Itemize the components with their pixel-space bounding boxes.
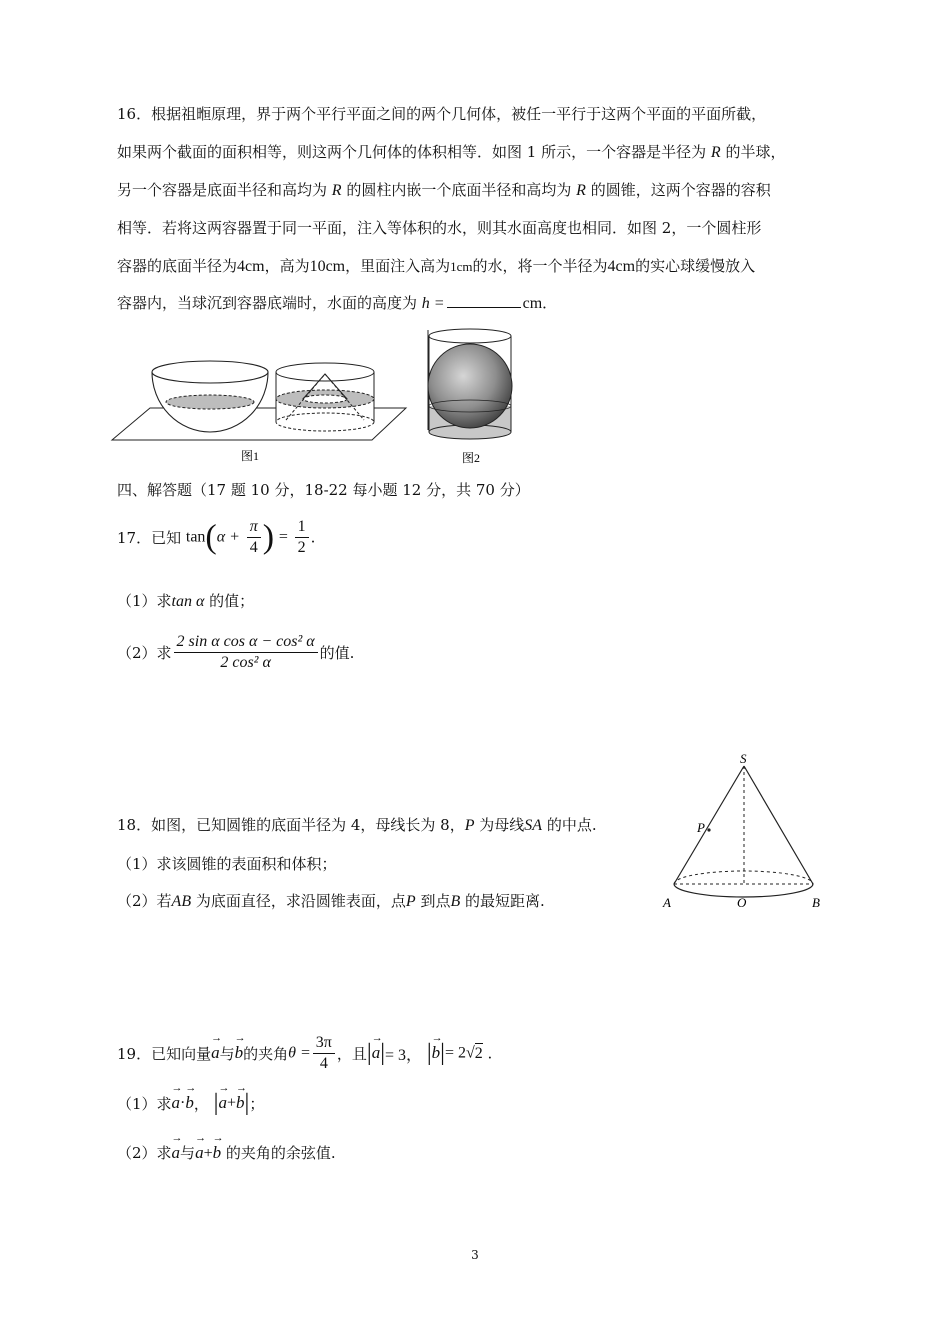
q18-line3: （2）若AB 为底面直径，求沿圆锥表面，点P 到点B 的最短距离.	[117, 892, 545, 910]
q16-line2: 如果两个截面的面积相等，则这两个几何体的体积相等．如图 1 所示，一个容器是半径为 R 的半球，	[117, 143, 786, 161]
label-A: A	[663, 895, 671, 910]
q17-part1: （1）求tan α 的值；	[117, 592, 255, 610]
q19-line1: 19．已知向量→ a与→ b的夹角θ = $\frac{3\pi}{4}$ ，且|→ a|= 3， |→ b|= 2√2 .	[117, 1034, 492, 1078]
section-4-title: 四、解答题（17 题 10 分，18-22 每小题 12 分，共 70 分）	[117, 481, 530, 499]
answer-blank	[447, 293, 521, 308]
q16-line6: 容器内，当球沉到容器底端时，水面的高度为 h = cm．	[117, 294, 558, 312]
page-number: 3	[471, 1248, 479, 1262]
label-B: B	[812, 895, 820, 910]
cylinder-with-cone	[276, 363, 374, 431]
figure-2	[420, 322, 520, 470]
q19-part2: （2）求→ a与→ a+→ b 的夹角的余弦值.	[117, 1142, 336, 1172]
label-P: P	[697, 820, 705, 835]
q16-line1: 16．根据祖暅原理，界于两个平行平面之间的两个几何体，被任一平行于这两个平面的平面所截，	[117, 105, 767, 123]
cone-figure	[660, 750, 830, 915]
q16-line5: 容器的底面半径为4cm，高为10cm，里面注入高为1cm的水，将一个半径为4cm的实心球缓慢放入	[117, 257, 756, 275]
q17-part2: （2）求 $\frac{\text{2 sin α cos α − cos² α}}{\text{2 cos² α}}$ 的值.	[117, 633, 355, 671]
q16-line3: 另一个容器是底面半径和高均为 R 的圆柱内嵌一个底面半径和高均为 R 的圆锥，这两个容器的容积	[117, 181, 771, 199]
fig1-label: 图1	[241, 449, 260, 463]
q17-line: 17．已知 tan(α + $\frac{\pi}{4}$ ) = $\frac{1}{2}$ .	[117, 518, 316, 556]
label-S: S	[740, 751, 747, 766]
fig2-label: 图2	[462, 451, 481, 465]
q18-line1: 18．如图，已知圆锥的底面半径为 4，母线长为 8，P 为母线SA 的中点.	[117, 816, 597, 834]
q16-line4: 相等．若将这两容器置于同一平面，注入等体积的水，则其水面高度也相同．如图 2，一个圆柱形	[117, 219, 762, 237]
hemisphere	[152, 361, 268, 432]
q18-line2: （1）求该圆锥的表面积和体积；	[117, 855, 337, 873]
label-O: O	[737, 895, 747, 910]
q19-part1: （1）求→ a·→ b， |→ a+→ b|；	[117, 1090, 264, 1126]
figure-1-2	[110, 320, 430, 470]
